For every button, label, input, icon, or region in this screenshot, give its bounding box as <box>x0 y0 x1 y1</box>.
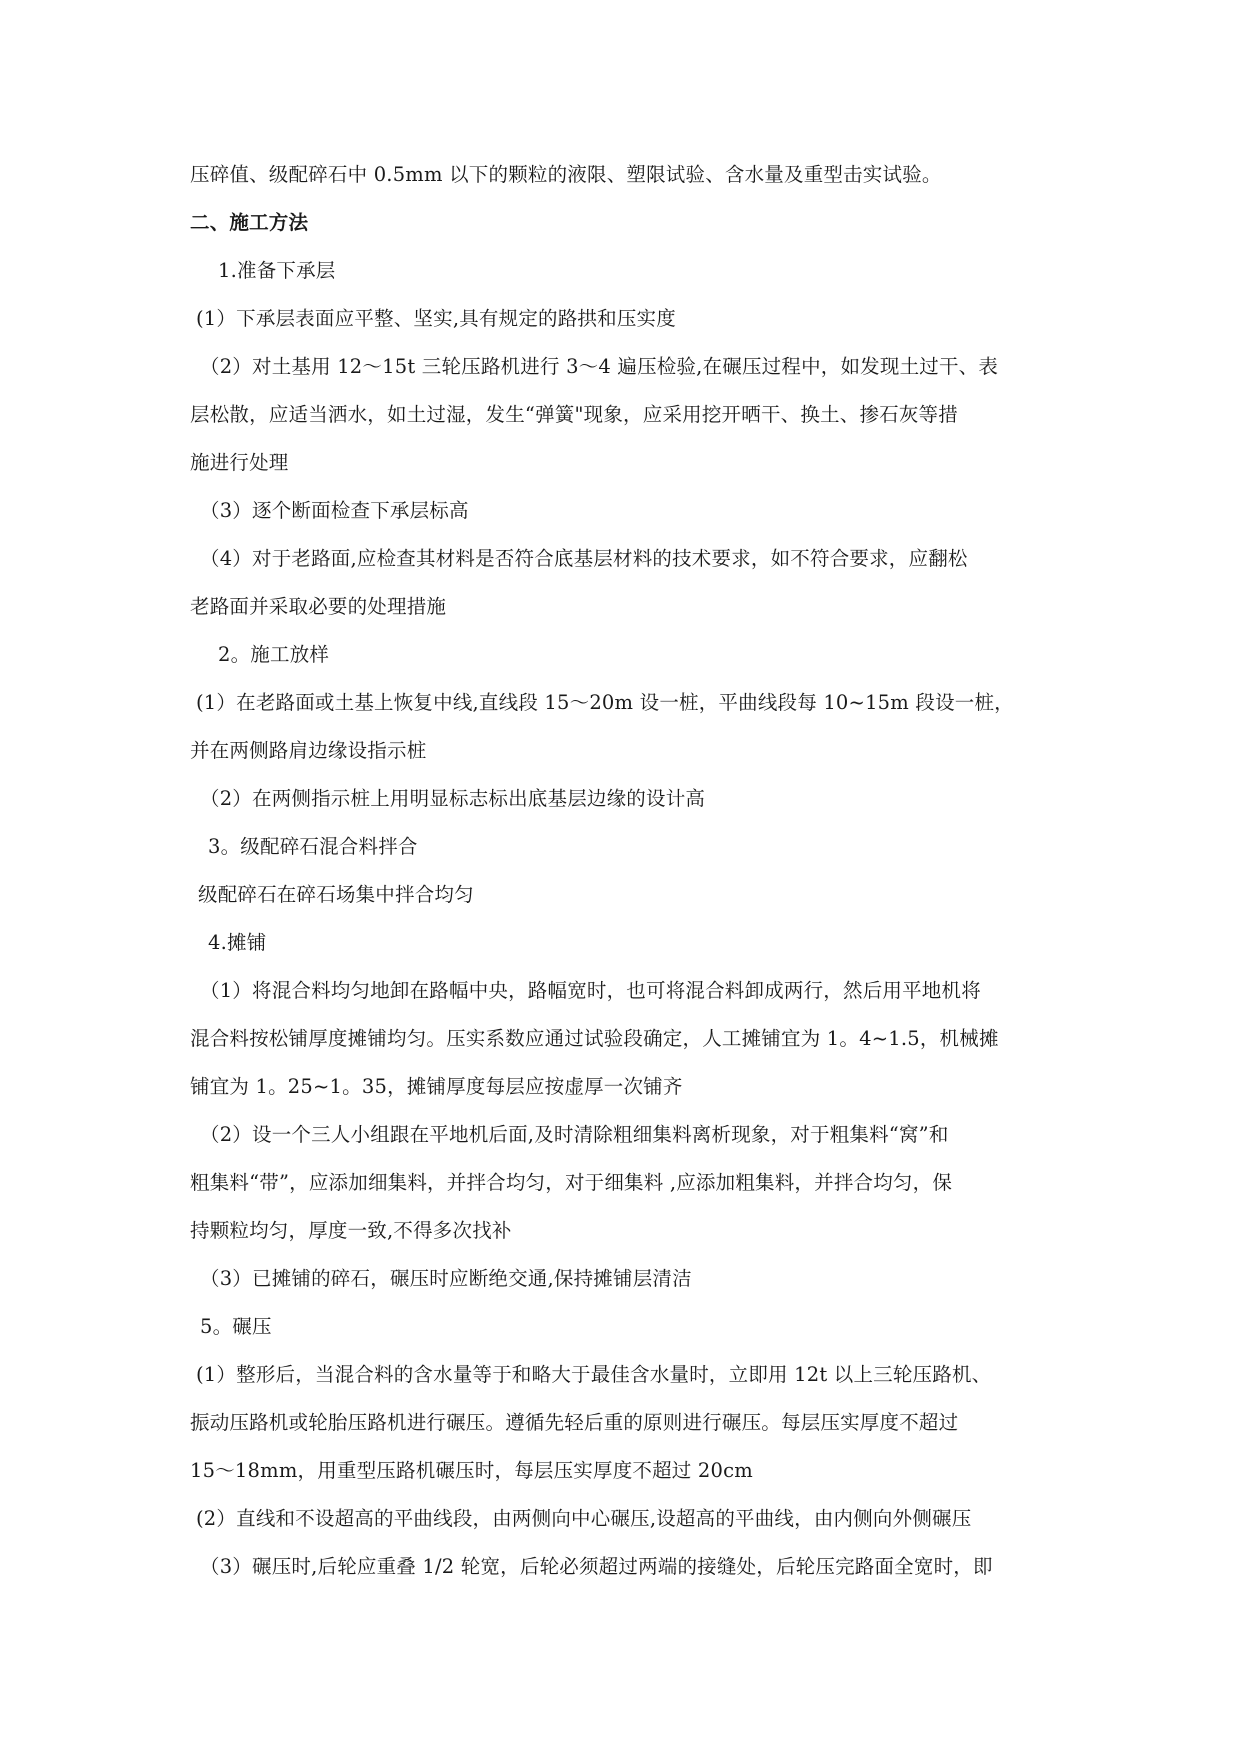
paragraph-line: 粗集料“带”，应添加细集料，并拌合均匀，对于细集料 ,应添加粗集料，并拌合均匀，保 <box>190 1171 953 1194</box>
paragraph-line: （3）已摊铺的碎石，碾压时应断绝交通,保持摊铺层清洁 <box>200 1267 692 1290</box>
paragraph-line: 持颗粒均匀，厚度一致,不得多次找补 <box>190 1219 512 1242</box>
paragraph-line: （1）将混合料均匀地卸在路幅中央，路幅宽时，也可将混合料卸成两行，然后用平地机将 <box>200 979 981 1002</box>
paragraph-line: （2）在两侧指示桩上用明显标志标出底基层边缘的设计高 <box>200 787 706 810</box>
paragraph-line: (1）整形后，当混合料的含水量等于和略大于最佳含水量时，立即用 12t 以上三轮压路机、 <box>196 1363 992 1386</box>
subsection-title: 1.准备下承层 <box>218 259 336 282</box>
paragraph-line: (1）下承层表面应平整、坚实,具有规定的路拱和压实度 <box>196 307 676 330</box>
paragraph-line: (2）直线和不设超高的平曲线段，由两侧向中心碾压,设超高的平曲线，由内侧向外侧碾压 <box>196 1507 972 1530</box>
paragraph-line: 老路面并采取必要的处理措施 <box>190 595 447 618</box>
paragraph-line: 混合料按松铺厚度摊铺均匀。压实系数应通过试验段确定，人工摊铺宜为 1。4~1.5，机械摊 <box>190 1027 999 1050</box>
subsection-title: 4.摊铺 <box>208 931 267 954</box>
paragraph-line: 15～18mm，用重型压路机碾压时，每层压实厚度不超过 20cm <box>190 1459 753 1482</box>
subsection-title: 5。碾压 <box>200 1315 272 1338</box>
section-heading: 二、施工方法 <box>190 211 309 234</box>
paragraph-line: （2）设一个三人小组跟在平地机后面,及时清除粗细集料离析现象，对于粗集料“窝”和 <box>200 1123 949 1146</box>
paragraph-line: (1）在老路面或土基上恢复中线,直线段 15～20m 设一桩，平曲线段每 10~15m 段设一桩， <box>196 691 1014 714</box>
subsection-title: 3。级配碎石混合料拌合 <box>208 835 418 858</box>
paragraph-line: 振动压路机或轮胎压路机进行碾压。遵循先轻后重的原则进行碾压。每层压实厚度不超过 <box>190 1411 959 1434</box>
paragraph-line: （2）对土基用 12～15t 三轮压路机进行 3～4 遍压检验,在碾压过程中，如发现土过干、表 <box>200 355 999 378</box>
paragraph-line: 并在两侧路肩边缘设指示桩 <box>190 739 427 762</box>
paragraph-line: （3）逐个断面检查下承层标高 <box>200 499 469 522</box>
paragraph-line: （3）碾压时,后轮应重叠 1/2 轮宽，后轮必须超过两端的接缝处，后轮压完路面全宽时，即 <box>200 1555 993 1578</box>
paragraph-line: 施进行处理 <box>190 451 289 474</box>
subsection-title: 2。施工放样 <box>218 643 330 666</box>
paragraph-line: 铺宜为 1。25~1。35，摊铺厚度每层应按虚厚一次铺齐 <box>190 1075 683 1098</box>
paragraph-line: 压碎值、级配碎石中 0.5mm 以下的颗粒的液限、塑限试验、含水量及重型击实试验。 <box>190 163 942 186</box>
paragraph-line: 级配碎石在碎石场集中拌合均匀 <box>198 883 474 906</box>
paragraph-line: 层松散，应适当洒水，如土过湿，发生“弹簧"现象，应采用挖开晒干、换土、掺石灰等措 <box>190 403 958 426</box>
paragraph-line: （4）对于老路面,应检查其材料是否符合底基层材料的技术要求，如不符合要求，应翻松 <box>200 547 968 570</box>
